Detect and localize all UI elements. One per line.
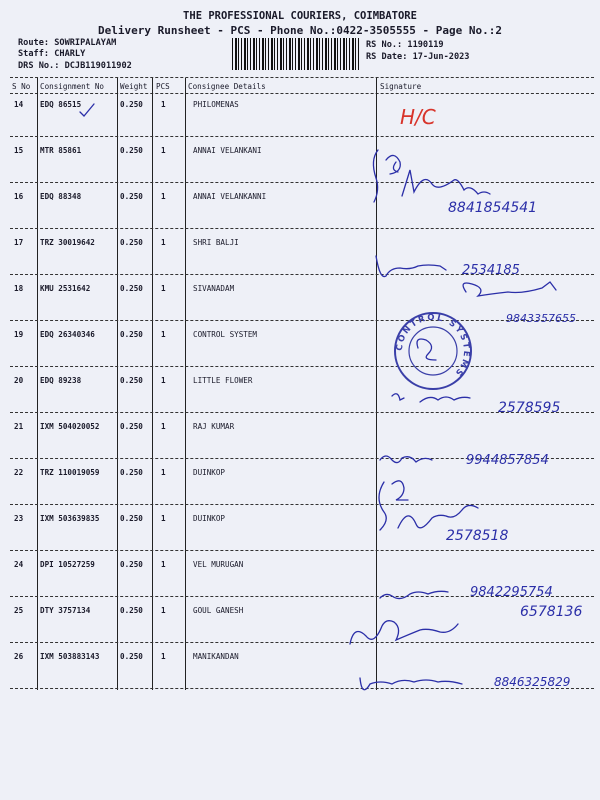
row-consignment-no: KMU 2531642	[40, 284, 91, 293]
row-pcs: 1	[161, 606, 166, 615]
col-header-consignee: Consignee Details	[188, 82, 266, 91]
row-consignee: RAJ KUMAR	[193, 422, 235, 431]
row-consignee: ANNAI VELANKANNI	[193, 192, 267, 201]
row-consignment-no: EDQ 26340346	[40, 330, 95, 339]
row-pcs: 1	[161, 238, 166, 247]
row-consignment-no: IXM 503639835	[40, 514, 100, 523]
row-divider	[10, 320, 594, 321]
signature-mark	[392, 394, 470, 402]
handwritten-number: 9843357655	[506, 312, 576, 325]
row-weight: 0.250	[120, 100, 143, 109]
row-pcs: 1	[161, 514, 166, 523]
handwritten-hc: H/C	[400, 105, 436, 129]
row-sno: 22	[14, 468, 24, 477]
row-weight: 0.250	[120, 330, 143, 339]
row-weight: 0.250	[120, 514, 143, 523]
staff-label: Staff: CHARLY	[18, 49, 86, 59]
row-sno: 18	[14, 284, 24, 293]
row-consignment-no: DPI 10527259	[40, 560, 95, 569]
row-pcs: 1	[161, 146, 166, 155]
row-weight: 0.250	[120, 376, 143, 385]
row-divider	[10, 504, 594, 505]
row-consignee: LITTLE FLOWER	[193, 376, 253, 385]
runsheet-title: Delivery Runsheet - PCS - Phone No.:0422-3505555 - Page No.:2	[98, 24, 502, 37]
row-consignee: PHILOMENAS	[193, 100, 239, 109]
row-consignment-no: DTY 3757134	[40, 606, 91, 615]
row-pcs: 1	[161, 468, 166, 477]
row-divider	[10, 550, 594, 551]
handwritten-number: 2578518	[446, 528, 509, 544]
col-header-weight: Weight	[120, 82, 148, 91]
signature-mark	[380, 456, 432, 463]
row-weight: 0.250	[120, 606, 143, 615]
row-consignment-no: EDQ 86515	[40, 100, 82, 109]
row-consignee: CONTROL SYSTEM	[193, 330, 258, 339]
col-header-pcs: PCS	[156, 82, 170, 91]
company-name: THE PROFESSIONAL COURIERS, COIMBATORE	[183, 10, 417, 22]
row-weight: 0.250	[120, 560, 143, 569]
col-divider	[37, 78, 38, 690]
row-sno: 26	[14, 652, 24, 661]
row-consignment-no: MTR 85861	[40, 146, 82, 155]
row-consignee: GOUL GANESH	[193, 606, 244, 615]
signature-mark	[402, 170, 490, 196]
row-weight: 0.250	[120, 652, 143, 661]
col-header-sno: S No	[12, 82, 31, 91]
handwritten-number: 6578136	[520, 604, 583, 620]
handwritten-number: 2578595	[498, 400, 561, 416]
handwritten-number: 9842295754	[470, 585, 553, 600]
row-weight: 0.250	[120, 284, 143, 293]
row-weight: 0.250	[120, 146, 143, 155]
row-weight: 0.250	[120, 192, 143, 201]
row-weight: 0.250	[120, 238, 143, 247]
row-weight: 0.250	[120, 468, 143, 477]
signature-mark	[386, 155, 400, 174]
signature-mark	[392, 481, 408, 500]
row-consignment-no: TRZ 30019642	[40, 238, 95, 247]
row-sno: 23	[14, 514, 24, 523]
row-pcs: 1	[161, 192, 166, 201]
row-pcs: 1	[161, 652, 166, 661]
signature-mark	[350, 621, 458, 644]
row-sno: 25	[14, 606, 24, 615]
row-sno: 19	[14, 330, 24, 339]
row-divider	[10, 274, 594, 275]
row-pcs: 1	[161, 376, 166, 385]
row-divider	[10, 182, 594, 183]
row-divider	[10, 412, 594, 413]
row-sno: 21	[14, 422, 24, 431]
handwritten-phone: 8841854541	[448, 200, 538, 216]
rs-date: RS Date: 17-Jun-2023	[366, 52, 470, 62]
row-consignment-no: TRZ 110019059	[40, 468, 100, 477]
row-sno: 14	[14, 100, 24, 109]
drs-number: DRS No.: DCJB119011902	[18, 61, 132, 71]
row-consignee: SHRI BALJI	[193, 238, 239, 247]
company-stamp	[392, 310, 474, 392]
row-pcs: 1	[161, 284, 166, 293]
col-header-signature: Signature	[380, 82, 422, 91]
stamp-text: CONTROL SYSTEMS	[394, 312, 472, 379]
row-divider	[10, 366, 594, 367]
tick-mark	[80, 104, 94, 116]
row-sno: 20	[14, 376, 24, 385]
row-pcs: 1	[161, 422, 166, 431]
handwritten-number: 2534185	[462, 263, 520, 278]
row-consignment-no: EDQ 89238	[40, 376, 82, 385]
handwritten-number: 9944857854	[466, 453, 549, 468]
row-weight: 0.250	[120, 422, 143, 431]
row-pcs: 1	[161, 100, 166, 109]
route-label: Route: SOWRIPALAYAM	[18, 38, 117, 48]
signature-mark	[463, 282, 556, 296]
signature-mark	[380, 591, 448, 598]
row-divider	[10, 688, 594, 689]
handwritten-number: 8846325829	[494, 675, 571, 689]
col-divider	[152, 78, 153, 690]
rs-number: RS No.: 1190119	[366, 40, 444, 50]
row-sno: 24	[14, 560, 24, 569]
row-consignee: MANIKANDAN	[193, 652, 239, 661]
signature-mark	[379, 482, 386, 530]
row-divider	[10, 136, 594, 137]
row-consignee: ANNAI VELANKANI	[193, 146, 262, 155]
header-rule-top	[10, 77, 594, 78]
row-consignee: SIVANADAM	[193, 284, 235, 293]
row-divider	[10, 642, 594, 643]
row-consignee: VEL MURUGAN	[193, 560, 244, 569]
row-sno: 16	[14, 192, 24, 201]
row-consignee: DUINKOP	[193, 468, 226, 477]
row-divider	[10, 458, 594, 459]
col-divider	[185, 78, 186, 690]
barcode	[232, 38, 360, 70]
row-consignee: DUINKOP	[193, 514, 226, 523]
col-header-consignment: Consignment No	[40, 82, 105, 91]
header-rule-bottom	[10, 93, 594, 94]
row-pcs: 1	[161, 560, 166, 569]
col-divider	[117, 78, 118, 690]
row-divider	[10, 228, 594, 229]
row-consignment-no: IXM 503883143	[40, 652, 100, 661]
col-divider	[376, 78, 377, 690]
row-consignment-no: EDQ 88348	[40, 192, 82, 201]
signature-mark	[398, 505, 478, 528]
row-sno: 17	[14, 238, 24, 247]
row-pcs: 1	[161, 330, 166, 339]
row-divider	[10, 596, 594, 597]
row-consignment-no: IXM 504020052	[40, 422, 100, 431]
row-sno: 15	[14, 146, 24, 155]
